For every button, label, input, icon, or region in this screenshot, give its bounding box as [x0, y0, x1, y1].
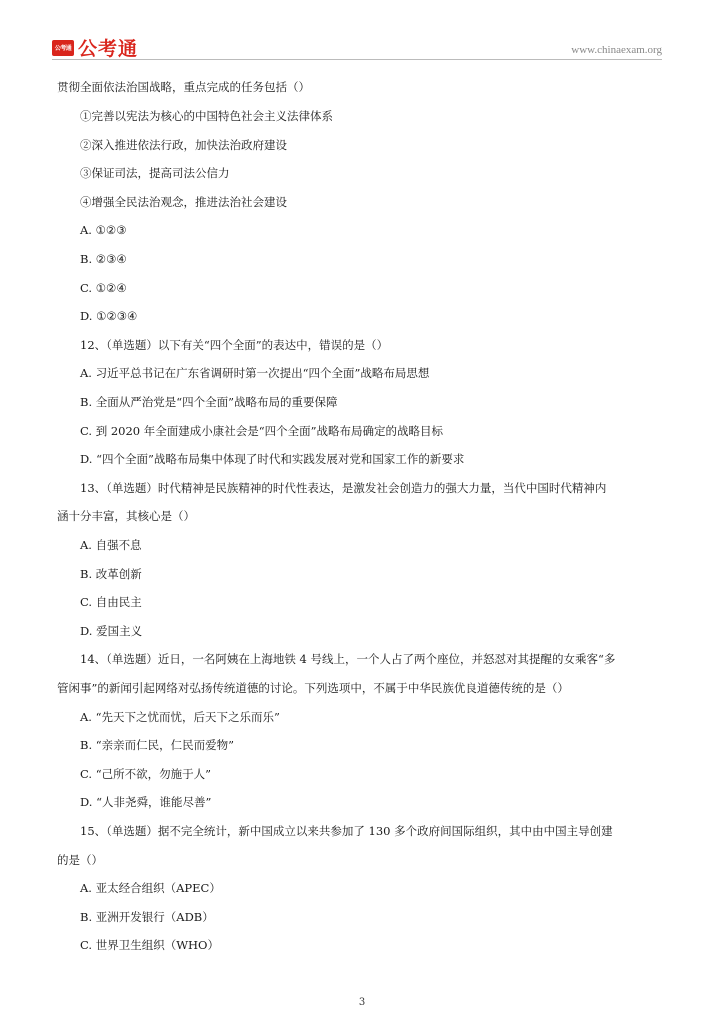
- option-a: A. ①②③: [80, 223, 127, 237]
- option-a: A. 亚太经合组织（APEC）: [80, 881, 221, 895]
- statement-1: ①完善以宪法为核心的中国特色社会主义法律体系: [80, 109, 333, 123]
- page-header: [0, 0, 724, 60]
- page-number: 3: [358, 997, 366, 1008]
- option-c: C. “己所不欲，勿施于人”: [80, 767, 211, 781]
- header-divider: [52, 59, 662, 60]
- brand-logo: [52, 34, 138, 61]
- question-13-stem: 13、（单选题）时代精神是民族精神的时代性表达，是激发社会创造力的强大力量，当代中国时代精神内: [80, 481, 607, 495]
- site-url: www.chinaexam.org: [571, 44, 662, 56]
- option-b: B. 亚洲开发银行（ADB）: [80, 910, 214, 924]
- option-d: D. “四个全面”战略布局集中体现了时代和实践发展对党和国家工作的新要求: [80, 452, 465, 466]
- option-a: A. 自强不息: [80, 538, 142, 552]
- question-15-stem: 15、（单选题）据不完全统计，新中国成立以来共参加了 130 多个政府间国际组织，其中由中国主导创建: [80, 824, 613, 838]
- option-d: D. “人非尧舜，谁能尽善”: [80, 795, 212, 809]
- option-d: D. 爱国主义: [80, 624, 143, 638]
- option-c: C. 到 2020 年全面建成小康社会是“四个全面”战略布局确定的战略目标: [80, 424, 444, 438]
- statement-4: ④增强全民法治观念，推进法治社会建设: [80, 195, 287, 209]
- option-b: B. ②③④: [80, 252, 127, 266]
- question-11-stem: 贯彻全面依法治国战略，重点完成的任务包括（）: [57, 80, 310, 94]
- option-c: C. 自由民主: [80, 595, 142, 609]
- question-14-stem: 14、（单选题）近日，一名阿姨在上海地铁 4 号线上，一个人占了两个座位，并怒怼对其提醒的女乘客“多: [80, 652, 616, 666]
- question-15-stem-cont: 的是（）: [57, 853, 103, 867]
- option-b: B. “亲亲而仁民，仁民而爱物”: [80, 738, 235, 752]
- question-14-stem-cont: 管闲事”的新闻引起网络对弘扬传统道德的讨论。下列选项中，不属于中华民族优良道德传统的是（）: [57, 681, 569, 695]
- option-c: C. 世界卫生组织（WHO）: [80, 938, 219, 952]
- statement-3: ③保证司法，提高司法公信力: [80, 166, 230, 180]
- option-b: B. 全面从严治党是“四个全面”战略布局的重要保障: [80, 395, 338, 409]
- option-b: B. 改革创新: [80, 567, 142, 581]
- option-d: D. ①②③④: [80, 309, 138, 323]
- logo-badge: 公考通: [52, 40, 74, 56]
- question-12-stem: 12、（单选题）以下有关“四个全面”的表达中，错误的是（）: [80, 338, 389, 352]
- option-a: A. 习近平总书记在广东省调研时第一次提出“四个全面”战略布局思想: [80, 366, 430, 380]
- logo-text: 公考通: [78, 38, 139, 60]
- statement-2: ②深入推进依法行政，加快法治政府建设: [80, 138, 287, 152]
- question-13-stem-cont: 涵十分丰富，其核心是（）: [57, 509, 195, 523]
- option-a: A. “先天下之忧而忧，后天下之乐而乐”: [80, 710, 280, 724]
- option-c: C. ①②④: [80, 281, 127, 295]
